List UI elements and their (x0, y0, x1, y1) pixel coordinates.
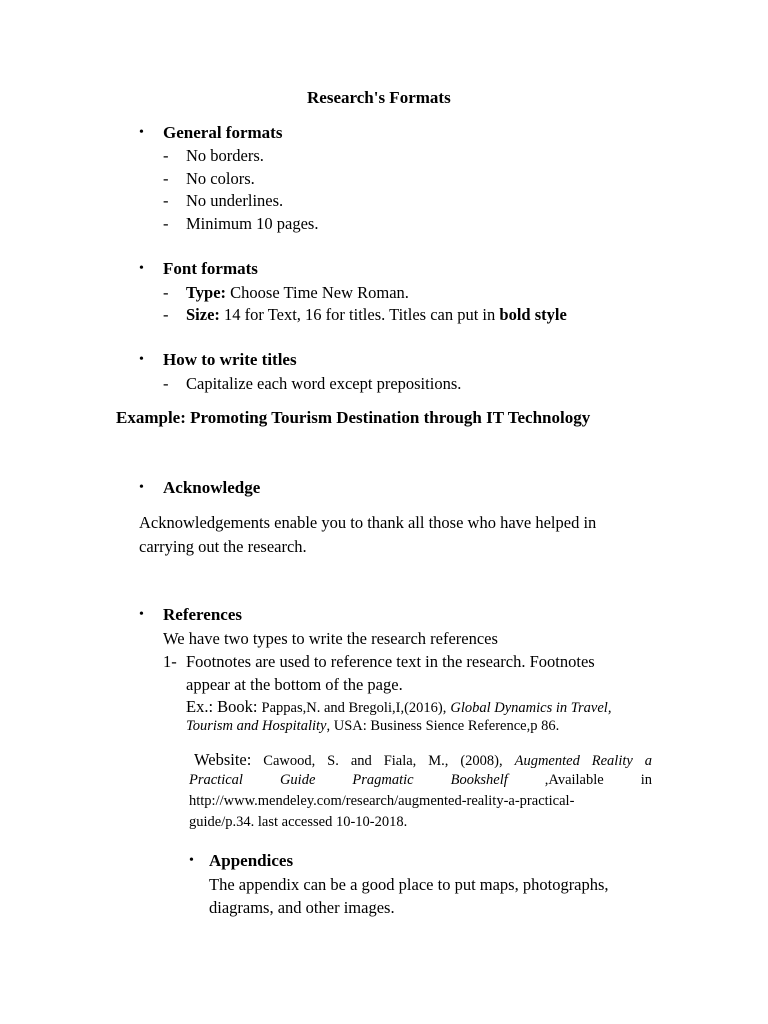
font-type-text: Choose Time New Roman. (230, 283, 409, 302)
website-url: http://www.mendeley.com/research/augmented-reality-a-practical- (189, 793, 575, 809)
website-reference (189, 749, 652, 833)
book-publisher: , USA: Business Sience Reference,p 86. (326, 718, 560, 734)
website-label: Website: (194, 750, 252, 769)
general-item: No borders. (186, 146, 264, 165)
bullet-icon: • (139, 480, 144, 495)
example-line: Example: Promoting Tourism Destination through IT Technology (116, 408, 591, 427)
general-item: No colors. (186, 169, 255, 188)
font-type-label: Type: (186, 283, 227, 302)
dash-marker: - (163, 283, 169, 302)
font-formats-heading: Font formats (163, 259, 258, 278)
titles-item: Capitalize each word except prepositions. (186, 374, 462, 393)
page-title: Research's Formats (307, 88, 451, 107)
appendices-text-line: The appendix can be a good place to put maps, photographs, (209, 875, 609, 894)
website-title: Augmented Reality a (514, 753, 653, 769)
acknowledge-text-line: carrying out the research. (139, 537, 307, 556)
website-line (189, 749, 652, 770)
general-item: Minimum 10 pages. (186, 214, 319, 233)
book-example-line1 (186, 697, 611, 717)
website-authors: Cawood, S. and Fiala, M., (2008), (263, 753, 503, 769)
general-formats-heading: General formats (163, 123, 283, 142)
book-example-line2 (186, 718, 559, 735)
book-title-cont: Tourism and Hospitality (186, 718, 327, 734)
references-intro: We have two types to write the research references (163, 629, 498, 648)
font-type-item (186, 283, 409, 303)
footnote-text-line: Footnotes are used to reference text in the research. Footnotes (186, 652, 595, 671)
titles-heading: How to write titles (163, 350, 297, 369)
website-accessed: guide/p.34. last accessed 10-10-2018. (189, 814, 408, 830)
acknowledge-heading: Acknowledge (163, 478, 261, 497)
dash-marker: - (163, 305, 169, 324)
dash-marker: - (163, 374, 169, 393)
book-label: Ex.: Book: (186, 697, 258, 716)
footnote-text-line: appear at the bottom of the page. (186, 675, 403, 694)
acknowledge-text-line: Acknowledgements enable you to thank all those who have helped in (139, 513, 597, 532)
bullet-icon: • (189, 853, 194, 868)
appendices-heading: Appendices (209, 851, 294, 870)
dash-marker: - (163, 214, 169, 233)
bullet-icon: • (139, 607, 144, 622)
website-available: ,Available in (544, 772, 652, 788)
website-line (189, 770, 652, 791)
website-title-cont: Practical Guide Pragmatic Bookshelf (189, 772, 508, 788)
appendices-text-line: diagrams, and other images. (209, 898, 395, 917)
bullet-icon: • (139, 125, 144, 140)
font-size-bold-text: bold style (499, 305, 567, 324)
bullet-icon: • (139, 352, 144, 367)
footnote-number: 1- (163, 652, 177, 671)
book-authors: Pappas,N. and Bregoli,I,(2016), (261, 700, 447, 716)
dash-marker: - (163, 191, 169, 210)
bullet-icon: • (139, 261, 144, 276)
dash-marker: - (163, 146, 169, 165)
book-title: Global Dynamics in Travel, (450, 700, 612, 716)
dash-marker: - (163, 169, 169, 188)
font-size-item (186, 305, 567, 325)
references-heading: References (163, 605, 242, 624)
font-size-label: Size: (186, 305, 220, 324)
general-item: No underlines. (186, 191, 284, 210)
font-size-text: 14 for Text, 16 for titles. Titles can put in (224, 305, 496, 324)
